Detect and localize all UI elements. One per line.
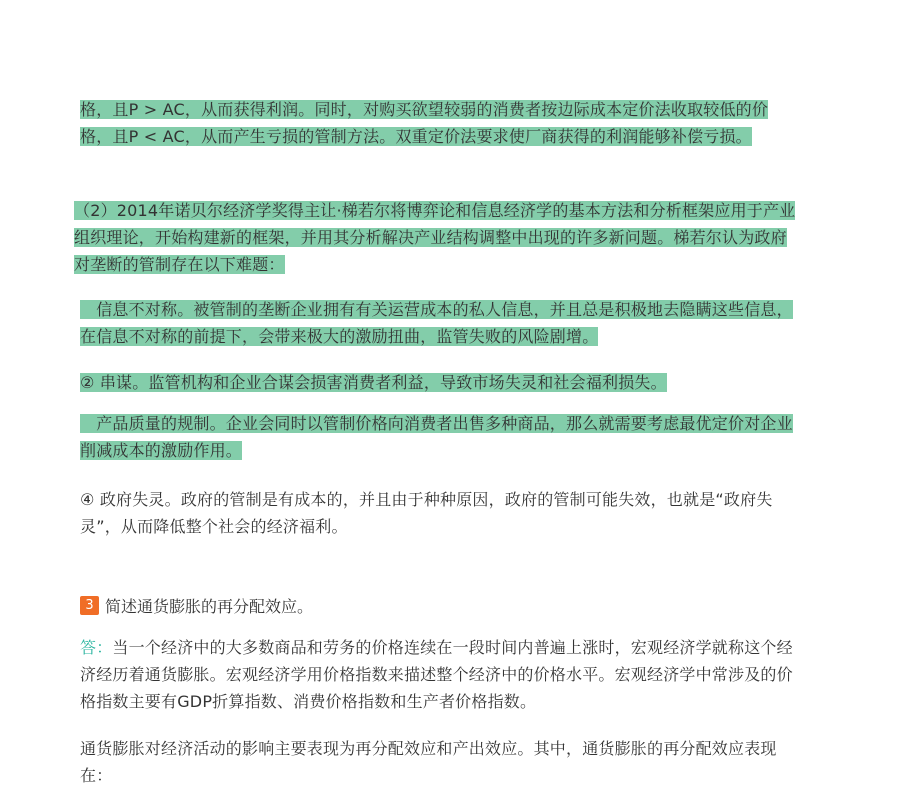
paragraph-tirole-intro bbox=[74, 197, 800, 278]
question-heading bbox=[80, 593, 313, 617]
paragraph-answer bbox=[80, 634, 800, 715]
highlighted-text: 格，且P > AC，从而获得利润。同时，对购买欲望较弱的消费者按边际成本定价法收取较低的价格，且P < AC，从而产生亏损的管制方法。双重定价法要求使厂商获得的利润能够补偿亏损。 bbox=[80, 100, 769, 146]
paragraph-collusion bbox=[80, 369, 800, 396]
paragraph-information-asymmetry bbox=[80, 296, 800, 350]
answer-text: 当一个经济中的大多数商品和劳务的价格连续在一段时间内普遍上涨时，宏观经济学就称这个经济经历着通货膨胀。宏观经济学用价格指数来描述整个经济中的价格水平。宏观经济学中常涉及的价格指数主要有GDP折算指数、消费价格指数和生产者价格指数。 bbox=[80, 638, 793, 711]
highlighted-text: （2）2014年诺贝尔经济学奖得主让·梯若尔将博弈论和信息经济学的基本方法和分析框架应用于产业组织理论，开始构建新的框架，并用其分析解决产业结构调整中出现的许多新问题。梯若尔认为政府对垄断的管制存在以下难题： bbox=[74, 201, 796, 274]
question-text: 简述通货膨胀的再分配效应。 bbox=[105, 596, 314, 616]
question-number-badge: 3 bbox=[80, 596, 99, 615]
paragraph-government-failure: ④ 政府失灵。政府的管制是有成本的，并且由于种种原因，政府的管制可能失效，也就是“政府失灵”，从而降低整个社会的经济福利。 bbox=[80, 490, 773, 536]
paragraph-dual-pricing bbox=[80, 96, 800, 177]
highlighted-text: ② 串谋。监管机构和企业合谋会损害消费者利益，导致市场失灵和社会福利损失。 bbox=[80, 373, 667, 392]
highlighted-text: 产品质量的规制。企业会同时以管制价格向消费者出售多种商品，那么就需要考虑最优定价对企业削减成本的激励作用。 bbox=[80, 414, 793, 460]
paragraph-quality-regulation bbox=[80, 410, 800, 464]
answer-label: 答： bbox=[80, 638, 113, 657]
paragraph-inflation-effects: 通货膨胀对经济活动的影响主要表现为再分配效应和产出效应。其中，通货膨胀的再分配效应表现在： bbox=[80, 739, 777, 785]
highlighted-text: 信息不对称。被管制的垄断企业拥有有关运营成本的私人信息，并且总是积极地去隐瞒这些信息，在信息不对称的前提下，会带来极大的激励扭曲，监管失败的风险剧增。 bbox=[80, 300, 793, 346]
